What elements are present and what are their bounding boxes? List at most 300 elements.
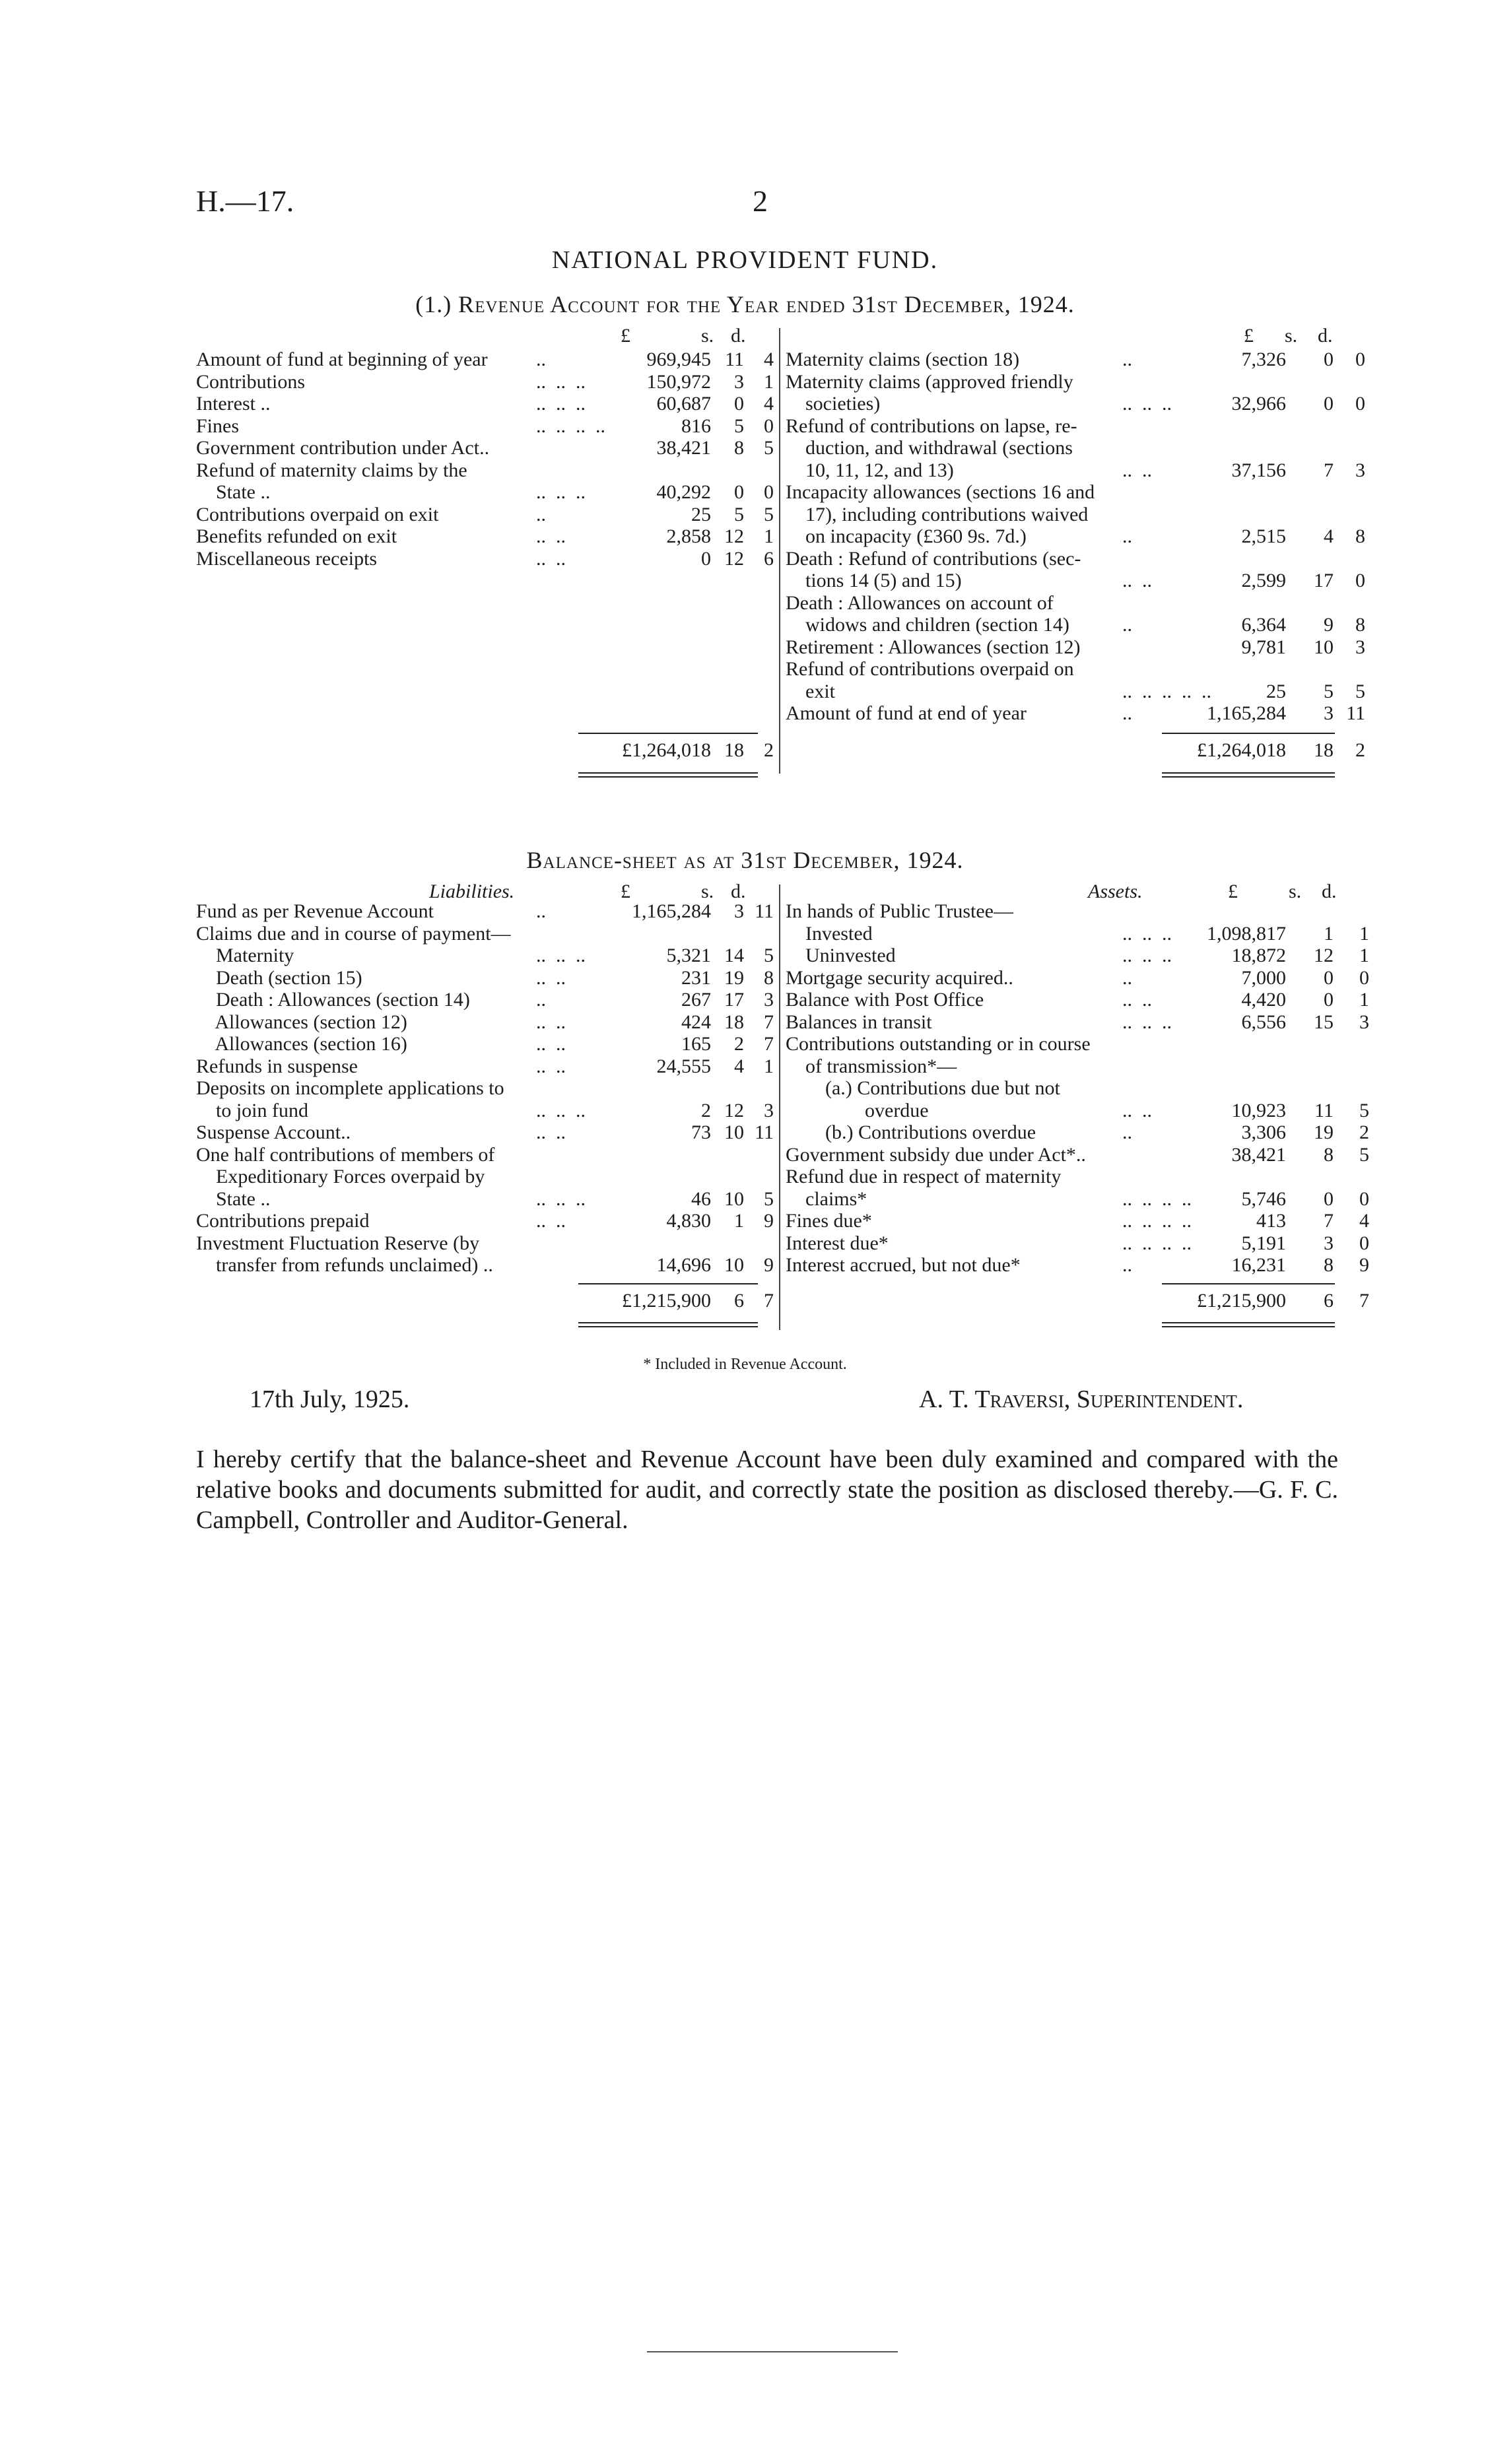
amount-shillings: 3	[734, 900, 744, 922]
amount-shillings: 4	[1324, 525, 1334, 547]
bal-right-col-pence: d.	[1322, 881, 1337, 902]
amount-pounds: 231	[681, 966, 711, 989]
bal-left-row	[196, 900, 780, 922]
row-label: societies)	[786, 393, 881, 415]
amount-pence: 1	[764, 1055, 774, 1077]
row-label: Mortgage security acquired..	[786, 966, 1013, 989]
row-label: tions 14 (5) and 15)	[786, 570, 962, 591]
amount-shillings: 4	[734, 1055, 744, 1077]
amount-shillings: 8	[734, 437, 744, 459]
amount-shillings: 18	[724, 1011, 744, 1033]
amount-pounds: 16,231	[1231, 1254, 1286, 1276]
amount-pounds: 40,292	[656, 481, 711, 503]
rev-right-col-shilling: s.	[1285, 325, 1298, 347]
amount-pence: 8	[1355, 525, 1365, 547]
row-label: Allowances (section 12)	[196, 1011, 407, 1033]
amount-pounds: £1,215,900	[1197, 1290, 1286, 1312]
amount-shillings: 0	[1324, 966, 1334, 989]
row-label: 10, 11, 12, and 13)	[786, 459, 954, 481]
amount-pounds: 25	[691, 503, 711, 525]
amount-shillings: 8	[1324, 1254, 1334, 1276]
row-label: Amount of fund at beginning of year	[196, 349, 488, 370]
row-leader-dots: .. ..	[1122, 1099, 1152, 1121]
bal-left-row	[196, 1033, 780, 1055]
bal-left-row	[196, 923, 780, 945]
rev-right-col-pound: £	[1244, 325, 1254, 347]
amount-pounds: 4,420	[1241, 989, 1286, 1011]
amount-pence: 5	[764, 945, 774, 966]
bal-left-row	[196, 1210, 780, 1232]
row-label: Balances in transit	[786, 1011, 932, 1033]
row-leader-dots: .. ..	[1122, 989, 1152, 1011]
amount-pence: 5	[1359, 1143, 1369, 1166]
bal-right-row	[786, 967, 1376, 989]
row-label: Fines	[196, 415, 240, 437]
amount-shillings: 15	[1314, 1011, 1334, 1033]
amount-pounds: 7,000	[1241, 966, 1286, 989]
row-label: Contributions outstanding or in course	[786, 1033, 1091, 1055]
row-label: Government contribution under Act..	[196, 437, 490, 459]
signature: A. T. Traversi, Superintendent.	[919, 1385, 1244, 1413]
page-number: 2	[753, 184, 768, 218]
amount-pounds: £1,264,018	[622, 739, 711, 761]
amount-shillings: 5	[1324, 680, 1334, 702]
rev-right-col-pence: d.	[1318, 325, 1333, 347]
amount-pounds: 37,156	[1231, 459, 1286, 481]
amount-pounds: 3,306	[1241, 1121, 1286, 1143]
row-leader-dots: .. ..	[536, 525, 566, 547]
amount-shillings: 0	[1324, 989, 1334, 1011]
amount-pounds: 73	[691, 1121, 711, 1143]
amount-shillings: 18	[1314, 739, 1334, 761]
bal-left-row	[196, 1055, 780, 1077]
amount-pounds: 60,687	[656, 393, 711, 415]
amount-pence: 7	[764, 1033, 774, 1055]
amount-pounds: £1,215,900	[622, 1290, 711, 1312]
amount-pence: 4	[764, 349, 774, 370]
row-leader-dots: .. .. .. ..	[1122, 1232, 1192, 1254]
bal-right-col-pound: £	[1228, 881, 1238, 902]
row-leader-dots: .. ..	[536, 1210, 566, 1232]
amount-pounds: 0	[701, 547, 711, 570]
amount-pence: 0	[764, 415, 774, 437]
bal-left-row	[196, 945, 780, 966]
bal-left-row	[196, 1011, 780, 1033]
amount-pence: 9	[1359, 1254, 1369, 1276]
row-leader-dots: .. .. ..	[536, 945, 586, 966]
amount-pounds: 32,966	[1231, 393, 1286, 415]
amount-shillings: 8	[1324, 1143, 1334, 1166]
amount-pence: 5	[1359, 1099, 1369, 1121]
amount-shillings: 0	[1324, 349, 1334, 370]
row-leader-dots: .. .. ..	[1122, 922, 1172, 945]
amount-pounds: 25	[1266, 680, 1286, 702]
amount-pounds: 2,858	[666, 525, 711, 547]
amount-pence: 7	[764, 1011, 774, 1033]
row-leader-dots: .. ..	[536, 1121, 566, 1143]
bal-right-row	[786, 1144, 1376, 1166]
amount-pounds: 5,321	[666, 945, 711, 966]
row-label: to join fund	[196, 1099, 308, 1121]
amount-pence: 0	[1359, 1232, 1369, 1254]
bal-left-row	[196, 989, 780, 1011]
revenue-heading: (1.) Revenue Account for the Year ended 31st December, 1924.	[415, 291, 1075, 317]
amount-pounds: £1,264,018	[1197, 739, 1286, 761]
row-leader-dots: .. .. ..	[1122, 393, 1172, 415]
row-leader-dots: .. ..	[536, 1055, 566, 1077]
bal-left-row	[196, 1121, 780, 1143]
row-label: One half contributions of members of	[196, 1143, 495, 1166]
bal-right-row	[786, 900, 1376, 922]
row-label: duction, and withdrawal (sections	[786, 437, 1073, 459]
amount-pence: 3	[1355, 636, 1365, 658]
row-label: Death : Allowances on account of	[786, 591, 1054, 614]
row-label: Refund due in respect of maternity	[786, 1166, 1062, 1187]
amount-shillings: 7	[1324, 1210, 1334, 1232]
rev-left-col-shilling: s.	[701, 325, 714, 347]
bal-right-row	[786, 923, 1376, 945]
row-label: Balance with Post Office	[786, 989, 984, 1011]
amount-shillings: 19	[724, 966, 744, 989]
bal-right-double-rule-1	[1162, 1322, 1335, 1323]
row-label: Refund of contributions on lapse, re-	[786, 415, 1077, 437]
row-leader-dots: .. .. ..	[1122, 945, 1172, 966]
bal-right-row	[786, 1210, 1376, 1232]
amount-pence: 3	[764, 1099, 774, 1121]
amount-pounds: 5,191	[1241, 1232, 1286, 1254]
amount-pounds: 1,165,284	[1207, 702, 1286, 724]
row-leader-dots: ..	[536, 900, 546, 922]
bal-left-row	[196, 1254, 780, 1276]
bal-left-col-pence: d.	[731, 881, 746, 902]
amount-shillings: 18	[724, 739, 744, 761]
amount-pounds: 2	[701, 1099, 711, 1121]
amount-shillings: 11	[725, 349, 744, 370]
row-label: Investment Fluctuation Reserve (by	[196, 1232, 480, 1254]
bal-right-row	[786, 1033, 1376, 1055]
row-label: Expeditionary Forces overpaid by	[196, 1166, 485, 1187]
bal-right-row	[786, 1100, 1376, 1121]
bal-left-row	[196, 1188, 780, 1210]
row-label: Miscellaneous receipts	[196, 547, 378, 570]
amount-shillings: 12	[1314, 945, 1334, 966]
amount-shillings: 0	[734, 481, 744, 503]
bal-left-row	[196, 967, 780, 989]
amount-shillings: 5	[734, 415, 744, 437]
amount-pence: 7	[764, 1290, 774, 1312]
amount-pence: 2	[1355, 739, 1365, 761]
amount-pence: 9	[764, 1210, 774, 1232]
amount-pounds: 9,781	[1241, 636, 1286, 658]
row-label: Fund as per Revenue Account	[196, 900, 434, 922]
bal-left-total-rule	[578, 1283, 758, 1284]
amount-shillings: 2	[734, 1033, 744, 1055]
amount-pence: 11	[1346, 702, 1365, 724]
amount-pounds: 2,599	[1241, 570, 1286, 591]
row-label: Interest ..	[196, 393, 271, 415]
amount-pence: 0	[1355, 393, 1365, 415]
amount-pounds: 38,421	[1231, 1143, 1286, 1166]
row-leader-dots: .. ..	[1122, 459, 1152, 481]
amount-pounds: 10,923	[1231, 1099, 1286, 1121]
amount-shillings: 1	[734, 1210, 744, 1232]
bal-right-row	[786, 1232, 1376, 1254]
row-leader-dots: .. .. .. ..	[1122, 1210, 1192, 1232]
bal-left-col-pound: £	[621, 881, 630, 902]
amount-pence: 1	[1359, 922, 1369, 945]
row-leader-dots: ..	[1122, 349, 1132, 370]
row-label: Maternity claims (section 18)	[786, 349, 1020, 370]
amount-shillings: 12	[724, 1099, 744, 1121]
amount-pounds: 6,364	[1241, 614, 1286, 636]
row-label: Death : Allowances (section 14)	[196, 989, 470, 1011]
bal-right-row	[786, 1254, 1376, 1276]
row-leader-dots: .. ..	[536, 547, 566, 570]
row-label: Fines due*	[786, 1210, 872, 1232]
amount-pence: 0	[1359, 966, 1369, 989]
bal-right-row	[786, 1188, 1376, 1210]
row-leader-dots: .. .. ..	[1122, 1011, 1172, 1033]
amount-shillings: 10	[1314, 636, 1334, 658]
amount-pence: 1	[1359, 989, 1369, 1011]
amount-pence: 1	[1359, 945, 1369, 966]
amount-pence: 4	[764, 393, 774, 415]
bal-right-col-shilling: s.	[1289, 881, 1302, 902]
amount-pence: 1	[764, 525, 774, 547]
row-label: Government subsidy due under Act*..	[786, 1143, 1086, 1166]
amount-pounds: 24,555	[656, 1055, 711, 1077]
amount-pence: 3	[1355, 459, 1365, 481]
amount-shillings: 10	[724, 1187, 744, 1210]
row-leader-dots: ..	[1122, 966, 1132, 989]
row-label: claims*	[786, 1187, 867, 1210]
row-leader-dots: .. ..	[1122, 570, 1152, 591]
row-label: Deposits on incomplete applications to	[196, 1077, 504, 1099]
amount-shillings: 1	[1324, 922, 1334, 945]
amount-pounds: 7,326	[1241, 349, 1286, 370]
bal-right-row	[786, 1055, 1376, 1077]
amount-shillings: 14	[724, 945, 744, 966]
row-label: Maternity	[196, 945, 294, 966]
amount-pounds: 4,830	[666, 1210, 711, 1232]
row-label: widows and children (section 14)	[786, 614, 1069, 636]
row-leader-dots: .. .. .. .. ..	[1122, 680, 1211, 702]
row-label: Refunds in suspense	[196, 1055, 358, 1077]
amount-pence: 2	[764, 739, 774, 761]
row-leader-dots: .. .. .. ..	[536, 415, 605, 437]
row-label: Benefits refunded on exit	[196, 525, 397, 547]
row-leader-dots: ..	[1122, 1254, 1132, 1276]
row-leader-dots: .. ..	[536, 1033, 566, 1055]
amount-shillings: 3	[1324, 1232, 1334, 1254]
row-label: State ..	[196, 481, 271, 503]
row-leader-dots: .. .. ..	[536, 393, 586, 415]
row-label: Invested	[786, 922, 873, 945]
row-leader-dots: .. .. ..	[536, 370, 586, 393]
amount-pence: 2	[1359, 1121, 1369, 1143]
amount-pence: 0	[764, 481, 774, 503]
amount-pence: 11	[755, 1121, 774, 1143]
amount-pounds: 413	[1256, 1210, 1286, 1232]
row-label: Interest due*	[786, 1232, 889, 1254]
row-label: State ..	[196, 1187, 271, 1210]
bal-left-row	[196, 1232, 780, 1254]
page-title: NATIONAL PROVIDENT FUND.	[551, 246, 939, 274]
amount-shillings: 17	[724, 989, 744, 1011]
row-leader-dots: ..	[1122, 702, 1132, 724]
amount-pence: 0	[1359, 1187, 1369, 1210]
row-label: Suspense Account..	[196, 1121, 351, 1143]
row-leader-dots: .. .. ..	[536, 1099, 586, 1121]
amount-pence: 8	[764, 966, 774, 989]
row-leader-dots: ..	[536, 989, 546, 1011]
report-code: H.—17.	[196, 184, 294, 218]
bal-left-col-shilling: s.	[701, 881, 714, 902]
row-label: of transmission*—	[786, 1055, 957, 1077]
row-leader-dots: .. ..	[536, 966, 566, 989]
amount-shillings: 10	[724, 1254, 744, 1276]
row-leader-dots: .. .. ..	[536, 481, 586, 503]
bal-column-divider	[779, 884, 780, 1330]
row-leader-dots: ..	[1122, 525, 1132, 547]
row-label: Death (section 15)	[196, 966, 362, 989]
row-label: Allowances (section 16)	[196, 1033, 407, 1055]
row-label: Retirement : Allowances (section 12)	[786, 636, 1081, 658]
amount-pounds: 1,165,284	[632, 900, 711, 922]
amount-pence: 7	[1359, 1290, 1369, 1312]
audit-certificate: I hereby certify that the balance-sheet and Revenue Account have been duly examined and compared with the relative books and documents submitted for audit, and correctly state the position as disclosed thereby.—G. F. C. Campbell, Controller and Auditor-General.	[196, 1446, 1338, 1534]
row-label: Contributions prepaid	[196, 1210, 370, 1232]
amount-pounds: 46	[691, 1187, 711, 1210]
amount-pounds: 1,098,817	[1207, 922, 1286, 945]
amount-pence: 6	[764, 547, 774, 570]
row-label: Refund of contributions overpaid on	[786, 658, 1074, 680]
bal-right-row	[786, 945, 1376, 966]
row-leader-dots: .. ..	[536, 1011, 566, 1033]
row-label: Amount of fund at end of year	[786, 702, 1027, 724]
row-label: Contributions overpaid on exit	[196, 503, 439, 525]
amount-pence: 11	[755, 900, 774, 922]
amount-pence: 3	[1359, 1011, 1369, 1033]
amount-pence: 0	[1355, 570, 1365, 591]
report-date: 17th July, 1925.	[250, 1385, 410, 1413]
amount-pounds: 424	[681, 1011, 711, 1033]
amount-shillings: 11	[1314, 1099, 1334, 1121]
amount-pounds: 150,972	[646, 370, 711, 393]
amount-shillings: 6	[1324, 1290, 1334, 1312]
amount-pence: 1	[764, 370, 774, 393]
amount-pounds: 267	[681, 989, 711, 1011]
bal-right-total-rule	[1162, 1283, 1335, 1284]
bal-left-double-rule-2	[578, 1326, 758, 1327]
row-label: Death : Refund of contributions (sec-	[786, 547, 1081, 570]
row-leader-dots: .. .. ..	[536, 1187, 586, 1210]
amount-shillings: 7	[1324, 459, 1334, 481]
row-label: transfer from refunds unclaimed) ..	[196, 1254, 493, 1276]
bal-right-double-rule-2	[1162, 1326, 1335, 1327]
bal-right-row	[786, 989, 1376, 1011]
row-leader-dots: .. .. .. ..	[1122, 1187, 1192, 1210]
amount-pounds: 14,696	[656, 1254, 711, 1276]
liabilities-heading: Liabilities.	[429, 881, 515, 902]
bal-right-row	[786, 1166, 1376, 1187]
amount-pounds: 816	[681, 415, 711, 437]
amount-pounds: 969,945	[646, 349, 711, 370]
amount-pounds: 18,872	[1231, 945, 1286, 966]
closing-rule	[647, 2351, 898, 2352]
amount-pence: 5	[764, 437, 774, 459]
amount-shillings: 0	[1324, 393, 1334, 415]
rev-left-col-pence: d.	[731, 325, 746, 347]
row-label: Refund of maternity claims by the	[196, 459, 467, 481]
amount-shillings: 9	[1324, 614, 1334, 636]
bal-left-row	[196, 1166, 780, 1187]
row-label: In hands of Public Trustee—	[786, 900, 1013, 922]
row-leader-dots: ..	[536, 503, 546, 525]
row-label: exit	[786, 680, 835, 702]
amount-pounds: 6,556	[1241, 1011, 1286, 1033]
balance-heading: Balance-sheet as at 31st December, 1924.	[526, 847, 964, 873]
row-label: Claims due and in course of payment—	[196, 922, 511, 945]
amount-shillings: 3	[734, 370, 744, 393]
amount-pounds: 2,515	[1241, 525, 1286, 547]
bal-left-total	[196, 1290, 780, 1312]
footnote: * Included in Revenue Account.	[643, 1356, 847, 1373]
amount-pence: 5	[764, 503, 774, 525]
amount-pence: 3	[764, 989, 774, 1011]
bal-left-row	[196, 1077, 780, 1099]
row-leader-dots: ..	[536, 349, 546, 370]
amount-shillings: 19	[1314, 1121, 1334, 1143]
bal-right-total	[786, 1290, 1376, 1312]
row-label: Maternity claims (approved friendly	[786, 370, 1073, 393]
bal-right-row	[786, 1011, 1376, 1033]
row-label: 17), including contributions waived	[786, 503, 1089, 525]
amount-pounds: 165	[681, 1033, 711, 1055]
bal-right-row	[786, 1121, 1376, 1143]
amount-shillings: 0	[1324, 1187, 1334, 1210]
row-label: Contributions	[196, 370, 306, 393]
amount-pence: 9	[764, 1254, 774, 1276]
amount-pence: 5	[1355, 680, 1365, 702]
amount-shillings: 10	[724, 1121, 744, 1143]
row-label: Incapacity allowances (sections 16 and	[786, 481, 1095, 503]
row-label: overdue	[786, 1099, 929, 1121]
rev-left-col-pound: £	[621, 325, 630, 347]
amount-shillings: 0	[734, 393, 744, 415]
amount-pence: 0	[1355, 349, 1365, 370]
assets-heading: Assets.	[1088, 881, 1143, 902]
row-label: on incapacity (£360 9s. 7d.)	[786, 525, 1027, 547]
amount-pence: 4	[1359, 1210, 1369, 1232]
amount-shillings: 12	[724, 525, 744, 547]
row-leader-dots: ..	[1122, 614, 1132, 636]
bal-left-row	[196, 1144, 780, 1166]
row-label: (b.) Contributions overdue	[786, 1121, 1036, 1143]
row-label: Uninvested	[786, 945, 896, 966]
amount-pounds: 38,421	[656, 437, 711, 459]
amount-shillings: 5	[734, 503, 744, 525]
amount-pounds: 5,746	[1241, 1187, 1286, 1210]
bal-right-row	[786, 1077, 1376, 1099]
row-label: Interest accrued, but not due*	[786, 1254, 1021, 1276]
bal-left-double-rule-1	[578, 1322, 758, 1323]
row-label: (a.) Contributions due but not	[786, 1077, 1060, 1099]
amount-pence: 8	[1355, 614, 1365, 636]
amount-shillings: 6	[734, 1290, 744, 1312]
amount-shillings: 12	[724, 547, 744, 570]
bal-left-row	[196, 1100, 780, 1121]
